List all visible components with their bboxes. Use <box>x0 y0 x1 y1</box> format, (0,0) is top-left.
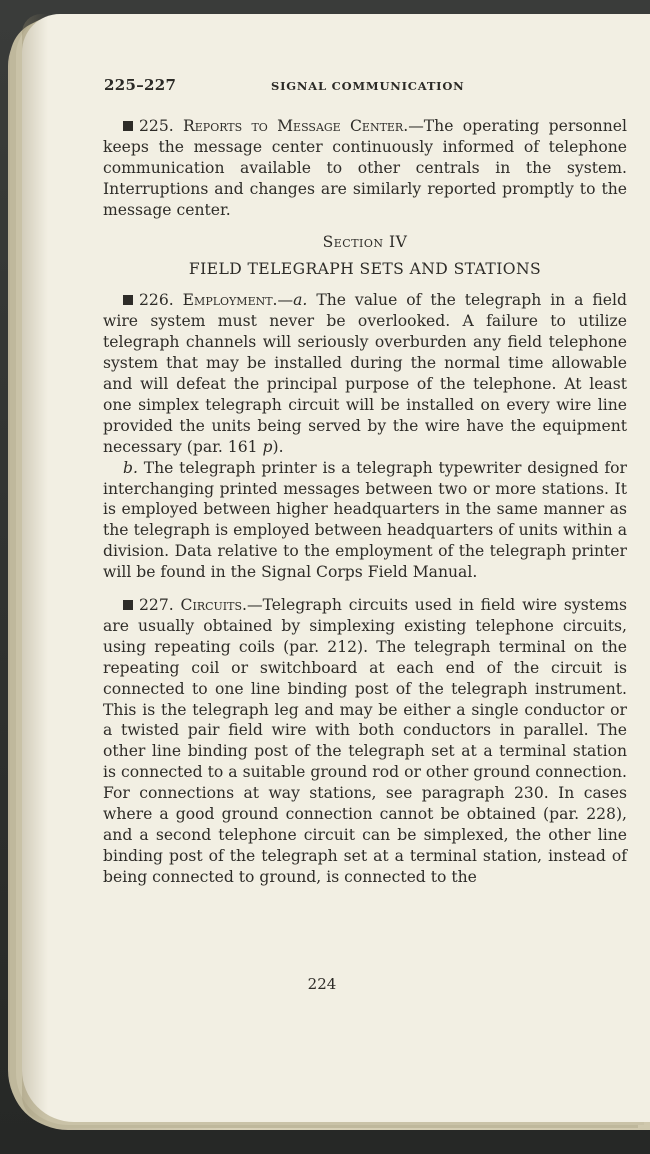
paragraph-number: 226. <box>139 291 174 310</box>
paragraph-225 <box>103 116 627 221</box>
paragraph-text: Telegraph circuits used in field wire systems are usually obtained by simplexing existing telephone circuits, using repeating coils (par. 212). The telegraph terminal on the repeating coil or switchboard at each end of the circuit is connected to one line binding post of the telegraph instrument. This is the telegraph leg and may be either a single conductor or a twisted pair field wire with both conductors in parallel. The other line binding post of the telegraph set at a terminal station is connected to a suitable ground rod or other ground connection. For connections at way stations, see paragraph 230. In cases where a good ground connection cannot be obtained (par. 228), and a second telephone circuit can be simplexed, the other line binding post of the telegraph set at a terminal station, instead of being connected to ground, is connected to the <box>103 596 627 886</box>
paragraph-title: Circuits. <box>180 596 247 615</box>
running-title: SIGNAL COMMUNICATION <box>271 79 465 93</box>
section-title: FIELD TELEGRAPH SETS AND STATIONS <box>188 260 542 279</box>
paragraph-text: The operating personnel keeps the message center continuously informed of telephone communication available to other centrals in the system. Interruptions and changes are similarly reported promptly to the message center. <box>103 117 627 219</box>
running-head <box>104 76 626 98</box>
page-number-text: 224 <box>307 975 337 993</box>
paragraph-dash: — <box>246 596 263 615</box>
paragraph-text: The value of the telegraph in a field wire system must never be overlooked. A failure to utilize telegraph channels will seriously overburden any field telephone system that may be installed during the normal time allowable and will defeat the principal purpose of the telephone. At least one simplex telegraph circuit will be installed on every wire line provided the units being served by the wire have the equipment necessary (par. 161 <box>103 291 627 456</box>
paragraph-marker-icon <box>123 295 133 305</box>
subparagraph-letter: b. <box>123 458 138 477</box>
paragraph-226b <box>103 458 627 583</box>
paragraph-title: Reports to Message Center. <box>183 117 409 135</box>
paragraph-number: 225. <box>139 117 174 135</box>
paragraph-text: The telegraph printer is a telegraph typewriter designed for interchanging printed messages between two or more stations. It is employed between higher headquarters in the same manner as the telegraph is employed between headquarters of units within a division. Data relative to the employment of the telegraph printer will be found in the Signal Corps Field Manual. <box>103 458 627 582</box>
paragraph-227 <box>103 595 627 888</box>
paragraph-226a <box>103 290 627 457</box>
folio: 225–227 <box>104 76 177 94</box>
paragraph-marker-icon <box>123 600 133 610</box>
reference-close: ). <box>272 437 284 456</box>
paragraph-title: Employment. <box>182 291 278 310</box>
paragraph-number: 227. <box>139 596 174 615</box>
section-label: Section IV <box>322 232 408 251</box>
paragraph-marker-icon <box>123 121 133 131</box>
paragraph-dash: — <box>408 117 424 135</box>
paragraph-dash: — <box>277 291 294 310</box>
page-number <box>0 975 650 993</box>
reference-letter: p <box>262 437 273 456</box>
subparagraph-letter: a. <box>293 291 308 310</box>
page-body <box>103 116 627 888</box>
